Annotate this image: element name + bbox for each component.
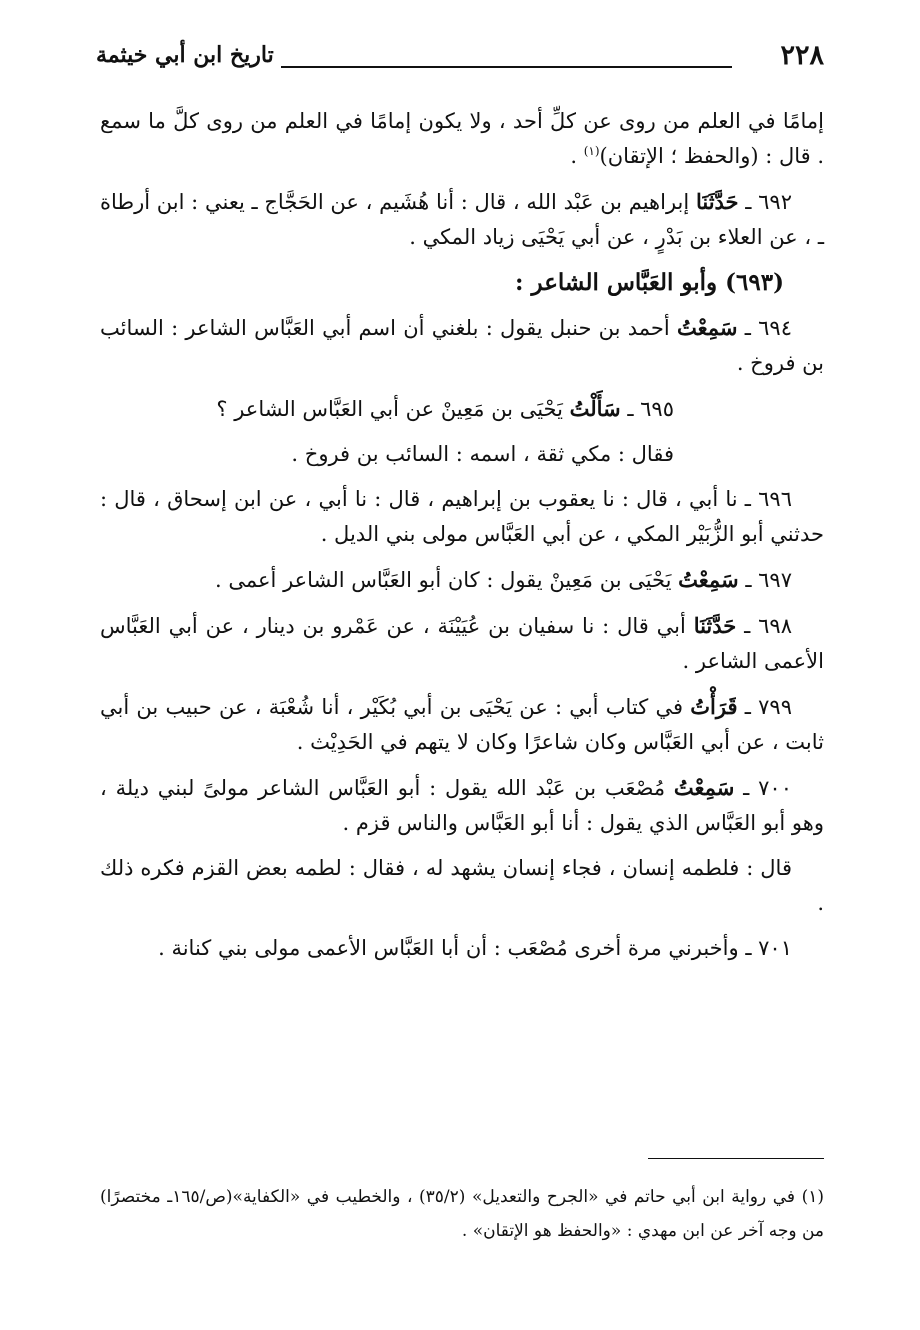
entry-number: ٦٩٨ xyxy=(758,614,792,638)
entry-text: إبراهيم بن عَبْد الله ، قال : أنا هُشَيم ، عن الحَجَّاج ـ يعني : ابن أرطاة ـ ، عن العلاء بن بَدْرٍ ، عن أبي يَحْيَى زياد المكي . xyxy=(100,190,824,249)
entry-695-answer: فقال : مكي ثقة ، اسمه : السائب بن فروخ . xyxy=(291,442,674,466)
running-title: تاريخ ابن أبي خيثمة xyxy=(96,42,274,68)
entry-keyword: سَمِعْتُ xyxy=(678,567,739,592)
entry-keyword: قَرَأْتُ xyxy=(690,694,738,719)
page-number: ٢٢٨ xyxy=(780,40,824,71)
entry-text: يَحْيَى بن مَعِينْ يقول : كان أبو العَبَّاس الشاعر أعمى . xyxy=(215,568,672,592)
entry-keyword: حَدَّثَنَا xyxy=(695,189,739,214)
entry-number: ٦٩٢ xyxy=(758,190,792,214)
entry-text: أبي قال : نا سفيان بن عُيَيْنَة ، عن عَمْرو بن دينار ، عن أبي العَبَّاس الأعمى الشاعر . xyxy=(100,614,824,673)
footnote-1: (١) في رواية ابن أبي حاتم في «الجرح والتعديل» (٣٥/٢) ، والخطيب في «الكفاية»(ص/١٦٥ـ مختصرًا) من وجه آخر عن ابن مهدي : «والحفظ هو الإتقان» . xyxy=(100,1187,824,1241)
entry-697: ٦٩٧ ـ سَمِعْتُ يَحْيَى بن مَعِينْ يقول : كان أبو العَبَّاس الشاعر أعمى . xyxy=(215,567,792,592)
entry-700-continuation: قال : فلطمه إنسان ، فجاء إنسان يشهد له ، فقال : لطمه بعض القزم فكره ذلك . xyxy=(100,856,824,915)
entry-692: ٦٩٢ ـ حَدَّثَنَا إبراهيم بن عَبْد الله ، قال : أنا هُشَيم ، عن الحَجَّاج ـ يعني : ابن أرطاة ـ ، عن العلاء بن بَدْرٍ ، عن أبي يَحْيَى زياد المكي . xyxy=(100,189,824,249)
entry-text: يَحْيَى بن مَعِينْ عن أبي العَبَّاس الشاعر ؟ xyxy=(216,397,563,421)
footnote-reference[interactable]: (١) xyxy=(583,144,600,158)
entry-keyword: حَدَّثَنَا xyxy=(693,613,737,638)
entry-number: ٧٩٩ xyxy=(758,695,792,719)
entry-number: ٦٩٧ xyxy=(758,568,792,592)
entry-text: ـ نا أبي ، قال : نا يعقوب بن إبراهيم ، قال : نا أبي ، عن ابن إسحاق ، قال : حدثني أبو الزُّبَيْر المكي ، عن أبي العَبَّاس مولى بني الديل . xyxy=(100,487,824,546)
entry-699: ٧٩٩ ـ قَرَأْتُ في كتاب أبي : عن يَحْيَى بن أبي بُكَيْر ، أنا شُعْبَة ، عن حبيب بن أبي ثابت ، عن أبي العَبَّاس وكان شاعرًا وكان لا يتهم في الحَدِيْث . xyxy=(100,694,824,754)
footnotes xyxy=(100,1180,824,1248)
entry-696 xyxy=(100,482,824,552)
entry-number: ٧٠١ xyxy=(758,936,792,960)
entry-701 xyxy=(100,931,824,966)
entry-number: ٦٩٦ xyxy=(758,487,792,511)
entry-number: ٧٠٠ xyxy=(758,776,792,800)
entry-keyword: سَمِعْتُ xyxy=(673,775,735,800)
entry-text: أحمد بن حنبل يقول : بلغني أن اسم أبي العَبَّاس الشاعر : السائب بن فروخ . xyxy=(100,316,824,375)
entry-695: ٦٩٥ ـ سَأَلْتُ يَحْيَى بن مَعِينْ عن أبي العَبَّاس الشاعر ؟ xyxy=(216,396,674,421)
paragraph-tail: . xyxy=(570,144,584,168)
header-rule xyxy=(281,66,732,68)
entry-text: في كتاب أبي : عن يَحْيَى بن أبي بُكَيْر ، أنا شُعْبَة ، عن حبيب بن أبي ثابت ، عن أبي العَبَّاس وكان شاعرًا وكان لا يتهم في الحَدِيْث . xyxy=(100,695,824,754)
entry-694: ٦٩٤ ـ سَمِعْتُ أحمد بن حنبل يقول : بلغني أن اسم أبي العَبَّاس الشاعر : السائب بن فروخ . xyxy=(100,315,824,375)
paragraph-text: إمامًا في العلم من روى عن كلِّ أحد ، ولا يكون إمامًا في العلم من روى كلَّ ما سمع . قال : (والحفظ ؛ الإتقان) xyxy=(100,109,824,168)
paragraph-continuation xyxy=(100,104,824,174)
entry-text: مُصْعَب بن عَبْد الله يقول : أبو العَبَّاس الشاعر مولىً لبني ديلة ، وهو أبو العَبَّاس الذي يقول : أنا أبو العَبَّاس والناس قزم . xyxy=(100,776,824,835)
entry-keyword: سَمِعْتُ xyxy=(676,315,738,340)
page-body xyxy=(100,104,824,976)
footnote-rule xyxy=(648,1158,824,1159)
entry-text: ـ وأخبرني مرة أخرى مُصْعَب : أن أبا العَبَّاس الأعمى مولى بني كنانة . xyxy=(158,936,752,960)
entry-700: ٧٠٠ ـ سَمِعْتُ مُصْعَب بن عَبْد الله يقول : أبو العَبَّاس الشاعر مولىً لبني ديلة ، وهو أبو العَبَّاس الذي يقول : أنا أبو العَبَّاس والناس قزم . xyxy=(100,775,824,835)
section-heading-693: (٦٩٣) وأبو العَبَّاس الشاعر : xyxy=(515,269,784,296)
entry-number: ٦٩٤ xyxy=(758,316,792,340)
entry-number: ٦٩٥ xyxy=(640,397,674,421)
page-header xyxy=(96,40,824,84)
entry-keyword: سَأَلْتُ xyxy=(569,396,621,421)
entry-698: ٦٩٨ ـ حَدَّثَنَا أبي قال : نا سفيان بن عُيَيْنَة ، عن عَمْرو بن دينار ، عن أبي العَبَّاس الأعمى الشاعر . xyxy=(100,613,824,673)
